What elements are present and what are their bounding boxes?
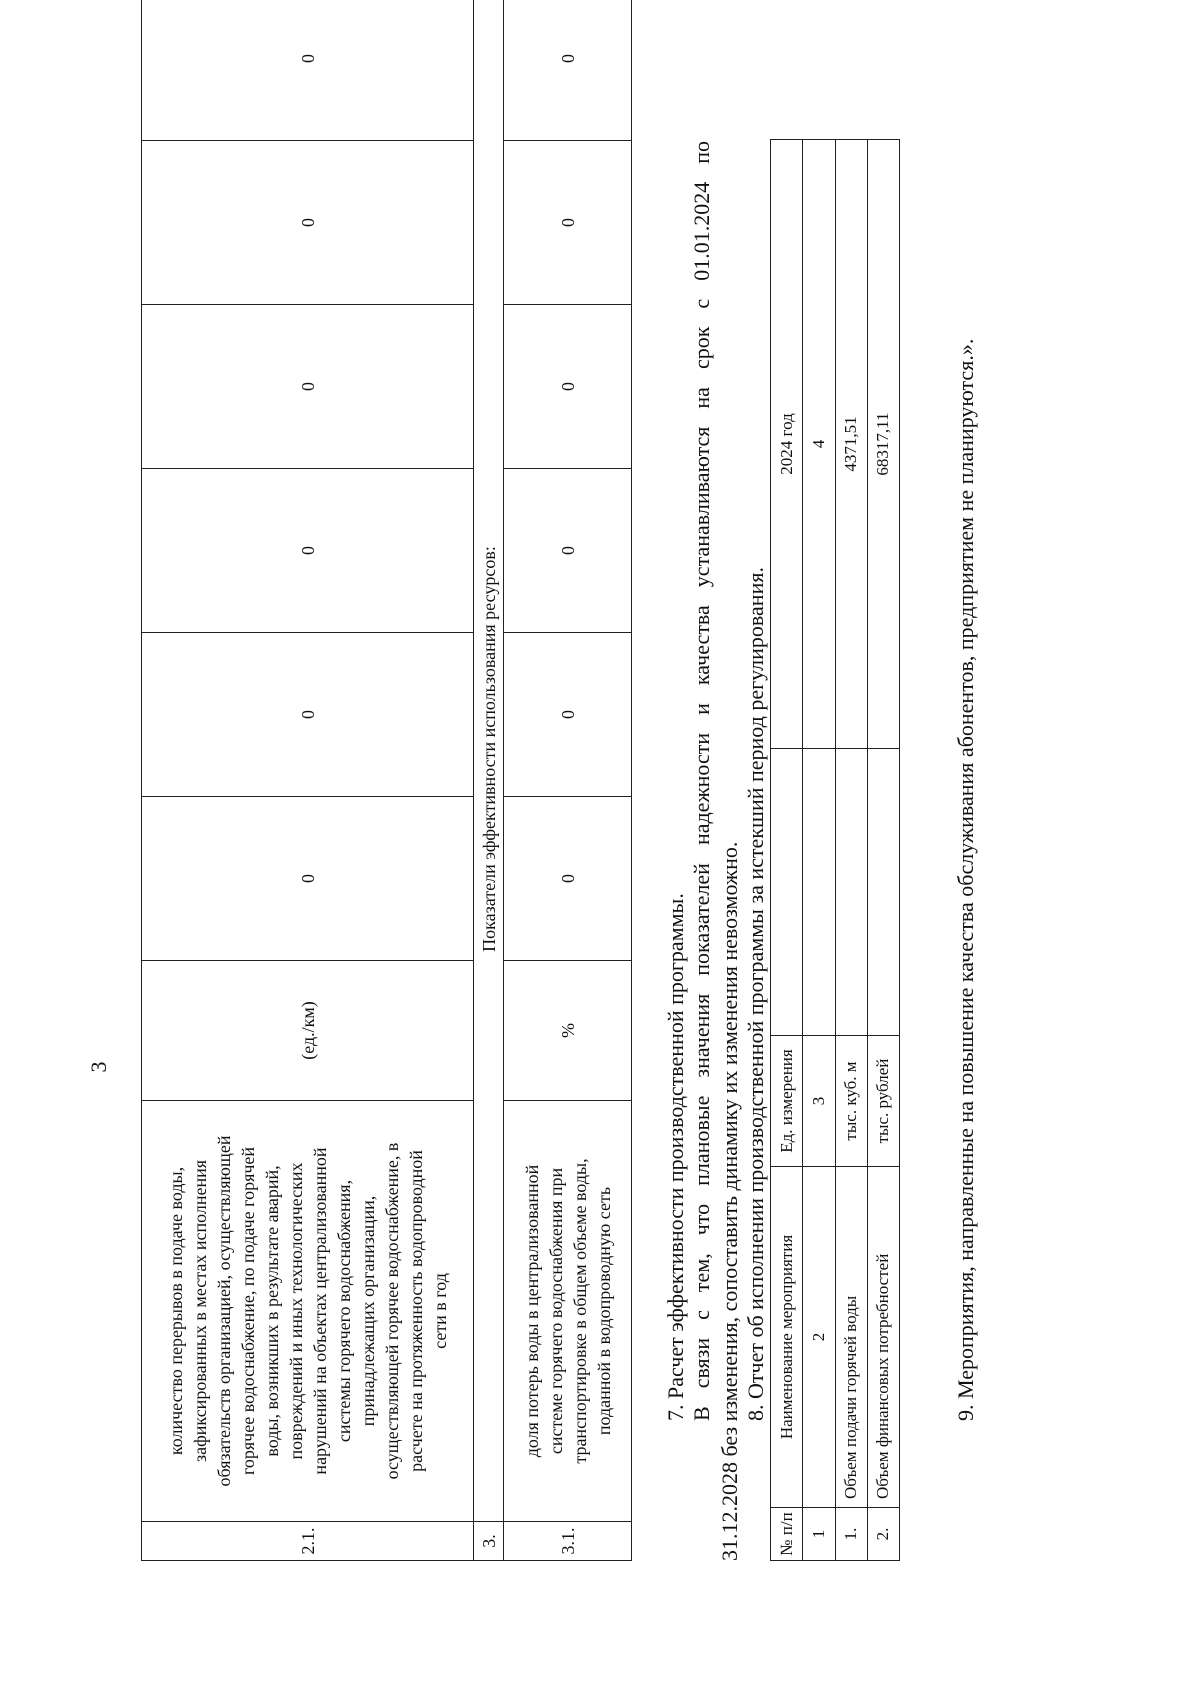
section-7-paragraph bbox=[688, 141, 744, 1561]
row-number: 1. bbox=[835, 1508, 867, 1561]
value-cell: 0 bbox=[142, 0, 474, 141]
name-line: нарушений на объектах централизованной bbox=[309, 1147, 330, 1475]
report-table bbox=[770, 139, 900, 1561]
name-line: принадлежащих организации, bbox=[357, 1195, 378, 1427]
value-cell: 0 bbox=[142, 797, 474, 961]
row-number: 2.1. bbox=[142, 1522, 474, 1561]
name-line: сети в год bbox=[429, 1273, 450, 1349]
section-7-heading: 7. Расчет эффективности производственной программы. bbox=[663, 893, 688, 1421]
name-line: осуществляющей горячее водоснабжение, в bbox=[381, 1142, 402, 1480]
header-cell: 2024 год bbox=[771, 140, 803, 749]
value-cell: 0 bbox=[142, 633, 474, 797]
row-number: 3.1. bbox=[504, 1522, 632, 1561]
table-row bbox=[867, 140, 899, 1561]
name-line: горячее водоснабжение, по подаче горячей bbox=[237, 1146, 258, 1476]
table-row bbox=[835, 140, 867, 1561]
value-cell: 0 bbox=[504, 469, 632, 633]
section-9-heading: 9. Мероприятия, направленные на повышение качества обслуживания абонентов, предприятием не планируются.». bbox=[953, 338, 978, 1421]
value-cell: 0 bbox=[504, 797, 632, 961]
row-number: 2. bbox=[867, 1508, 899, 1561]
activity-name: Объем финансовых потребностей bbox=[867, 1167, 899, 1508]
table-header-row bbox=[771, 140, 803, 1561]
name-line: количество перерывов в подаче воды, bbox=[165, 1166, 186, 1456]
name-line: воды, возникших в результате аварий, bbox=[261, 1165, 282, 1457]
value-cell: 0 bbox=[504, 0, 632, 141]
index-cell: 2 bbox=[803, 1167, 835, 1508]
index-cell bbox=[803, 749, 835, 1036]
name-line: расчете на протяженность водопроводной bbox=[405, 1150, 426, 1472]
index-cell: 3 bbox=[803, 1036, 835, 1167]
name-line: обязательств организацией, осуществляющей bbox=[213, 1135, 234, 1487]
header-cell: Ед. измерения bbox=[771, 1036, 803, 1167]
activity-name: Объем подачи горячей воды bbox=[835, 1167, 867, 1508]
table-index-row bbox=[803, 140, 835, 1561]
value-cell: 68317,11 bbox=[867, 140, 899, 749]
value-cell: 0 bbox=[142, 469, 474, 633]
paragraph-line: В связи с тем, что плановые значения показателей надежности и качества устанавливаются на срок с 01.01.2024 по bbox=[689, 141, 714, 1421]
name-line: повреждений и иных технологических bbox=[285, 1162, 306, 1460]
value-cell: 0 bbox=[504, 633, 632, 797]
index-cell: 4 bbox=[803, 140, 835, 749]
value-cell: 0 bbox=[504, 141, 632, 305]
unit-cell: % bbox=[504, 961, 632, 1101]
paragraph-line: 31.12.2028 без изменения, сопоставить динамику их изменения невозможно. bbox=[717, 841, 742, 1561]
section-title: Показатели эффективности использования ресурсов: bbox=[474, 0, 504, 1522]
header-cell: № п/п bbox=[771, 1508, 803, 1561]
empty-cell bbox=[867, 749, 899, 1036]
value-cell: 0 bbox=[142, 305, 474, 469]
table-row bbox=[504, 0, 632, 1561]
indicator-name bbox=[142, 1101, 474, 1522]
page-number: 3 bbox=[86, 1061, 111, 1073]
table-row bbox=[142, 0, 474, 1561]
unit-cell: (ед./км) bbox=[142, 961, 474, 1101]
name-line: транспортировке в общем объеме воды, bbox=[569, 1158, 590, 1464]
empty-cell bbox=[835, 749, 867, 1036]
index-cell: 1 bbox=[803, 1508, 835, 1561]
unit-cell: тыс. рублей bbox=[867, 1036, 899, 1167]
value-cell: 0 bbox=[504, 305, 632, 469]
name-line: системе горячего водоснабжения при bbox=[545, 1167, 566, 1455]
section-8-heading: 8. Отчет об исполнении производственной программы за истекший период регулирования. bbox=[743, 567, 768, 1421]
unit-cell: тыс. куб. м bbox=[835, 1036, 867, 1167]
indicator-name bbox=[504, 1101, 632, 1522]
name-line: доля потерь воды в централизованной bbox=[521, 1164, 542, 1458]
header-cell: Наименование мероприятия bbox=[771, 1167, 803, 1508]
name-line: системы горячего водоснабжения, bbox=[333, 1179, 354, 1443]
value-cell: 4371,51 bbox=[835, 140, 867, 749]
value-cell: 0 bbox=[142, 141, 474, 305]
indicators-table bbox=[141, 0, 632, 1561]
section-row bbox=[474, 0, 504, 1561]
name-line: поданной в водопроводную сеть bbox=[593, 1186, 614, 1436]
section-number: 3. bbox=[474, 1522, 504, 1561]
name-line: зафиксированных в местах исполнения bbox=[189, 1160, 210, 1462]
header-cell bbox=[771, 749, 803, 1036]
